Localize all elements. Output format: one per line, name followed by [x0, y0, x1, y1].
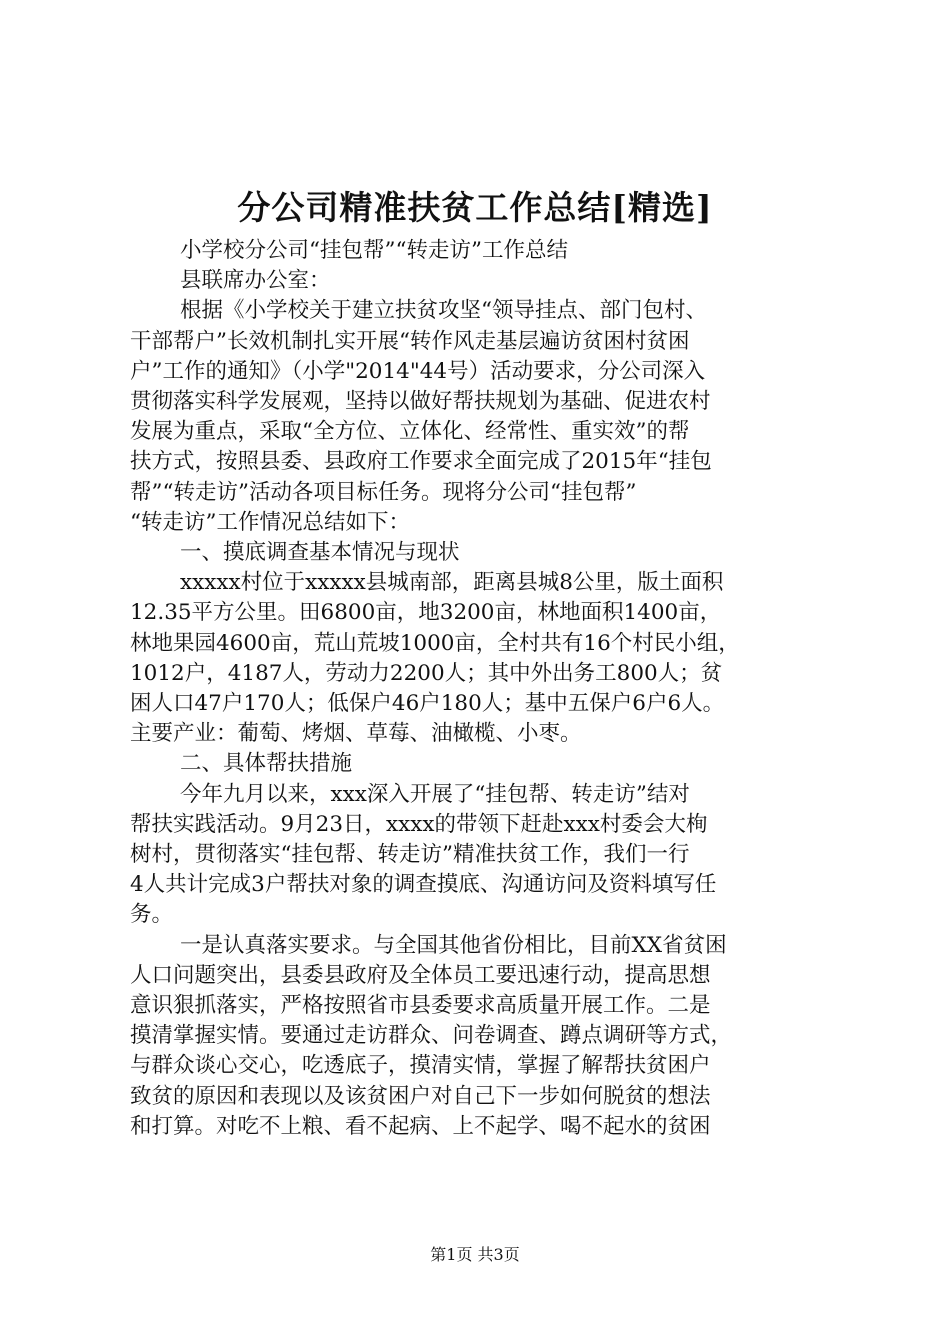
text-line: 困人口47户170人；低保户46户180人；基中五保户6户6人。: [130, 691, 725, 717]
text-line: 帮”“转走访”活动各项目标任务。现将分公司“挂包帮”: [130, 479, 637, 505]
text-line: 户”工作的通知》（小学"2014"44号）活动要求，分公司深入: [130, 358, 706, 384]
text-line: 和打算。对吃不上粮、看不起病、上不起学、喝不起水的贫困: [130, 1113, 711, 1139]
document-subtitle: 小学校分公司“挂包帮”“转走访”工作总结: [180, 238, 568, 263]
page-footer: 第1页 共3页: [430, 1245, 520, 1264]
document-body: [130, 236, 832, 1142]
text-line: 12.35平方公里。田6800亩，地3200亩，林地面积1400亩，: [130, 600, 722, 626]
text-line: 人口问题突出，县委县政府及全体员工要迅速行动，提高思想: [130, 962, 711, 988]
text-line: 意识狠抓落实，严格按照省市县委要求高质量开展工作。二是: [130, 993, 711, 1019]
text-line: 与群众谈心交心，吃透底子，摸清实情，掌握了解帮扶贫困户: [130, 1053, 711, 1079]
text-line: 主要产业：葡萄、烤烟、草莓、油橄榄、小枣。: [130, 721, 582, 747]
text-line: xxxxx村位于xxxxx县城南部，距离县城8公里，版土面积: [180, 570, 724, 596]
text-line: 一、摸底调查基本情况与现状: [180, 540, 460, 566]
text-line: 贯彻落实科学发展观，坚持以做好帮扶规划为基础、促进农村: [130, 389, 711, 415]
text-line: 务。: [130, 902, 174, 928]
text-line: 树村，贯彻落实“挂包帮、转走访”精准扶贫工作，我们一行: [130, 842, 690, 868]
text-line: 县联席办公室：: [180, 268, 331, 294]
text-line: 1012户，4187人，劳动力2200人；其中外出务工800人；贫: [130, 660, 723, 686]
text-line: 一是认真落实要求。与全国其他省份相比，目前XX省贫困: [180, 932, 727, 958]
paragraph-lines: [130, 266, 832, 1142]
text-line: 干部帮户”长效机制扎实开展“转作风走基层遍访贫困村贫困: [130, 328, 690, 354]
text-line: 根据《小学校关于建立扶贫攻坚“领导挂点、部门包村、: [180, 298, 707, 324]
text-line: 二、具体帮扶措施: [180, 751, 353, 777]
text-line: 今年九月以来，xxx深入开展了“挂包帮、转走访”结对: [180, 781, 690, 807]
text-line: 扶方式，按照县委、县政府工作要求全面完成了2015年“挂包: [130, 449, 712, 475]
text-line: 4人共计完成3户帮扶对象的调查摸底、沟通访问及资料填写任: [130, 872, 717, 898]
text-line: 帮扶实践活动。9月23日，xxxx的带领下赶赴xxx村委会大栒: [130, 811, 708, 837]
text-line: 林地果园4600亩，荒山荒坡1000亩，全村共有16个村民小组，: [130, 630, 740, 656]
text-line: 发展为重点，采取“全方位、立体化、经常性、重实效”的帮: [130, 419, 690, 445]
text-line: 致贫的原因和表现以及该贫困户对自己下一步如何脱贫的想法: [130, 1083, 711, 1109]
document-title: 分公司精准扶贫工作总结[精选]: [237, 188, 713, 227]
text-line: “转走访”工作情况总结如下：: [130, 509, 410, 535]
text-line: 摸清掌握实情。要通过走访群众、问卷调查、蹲点调研等方式，: [130, 1023, 733, 1049]
